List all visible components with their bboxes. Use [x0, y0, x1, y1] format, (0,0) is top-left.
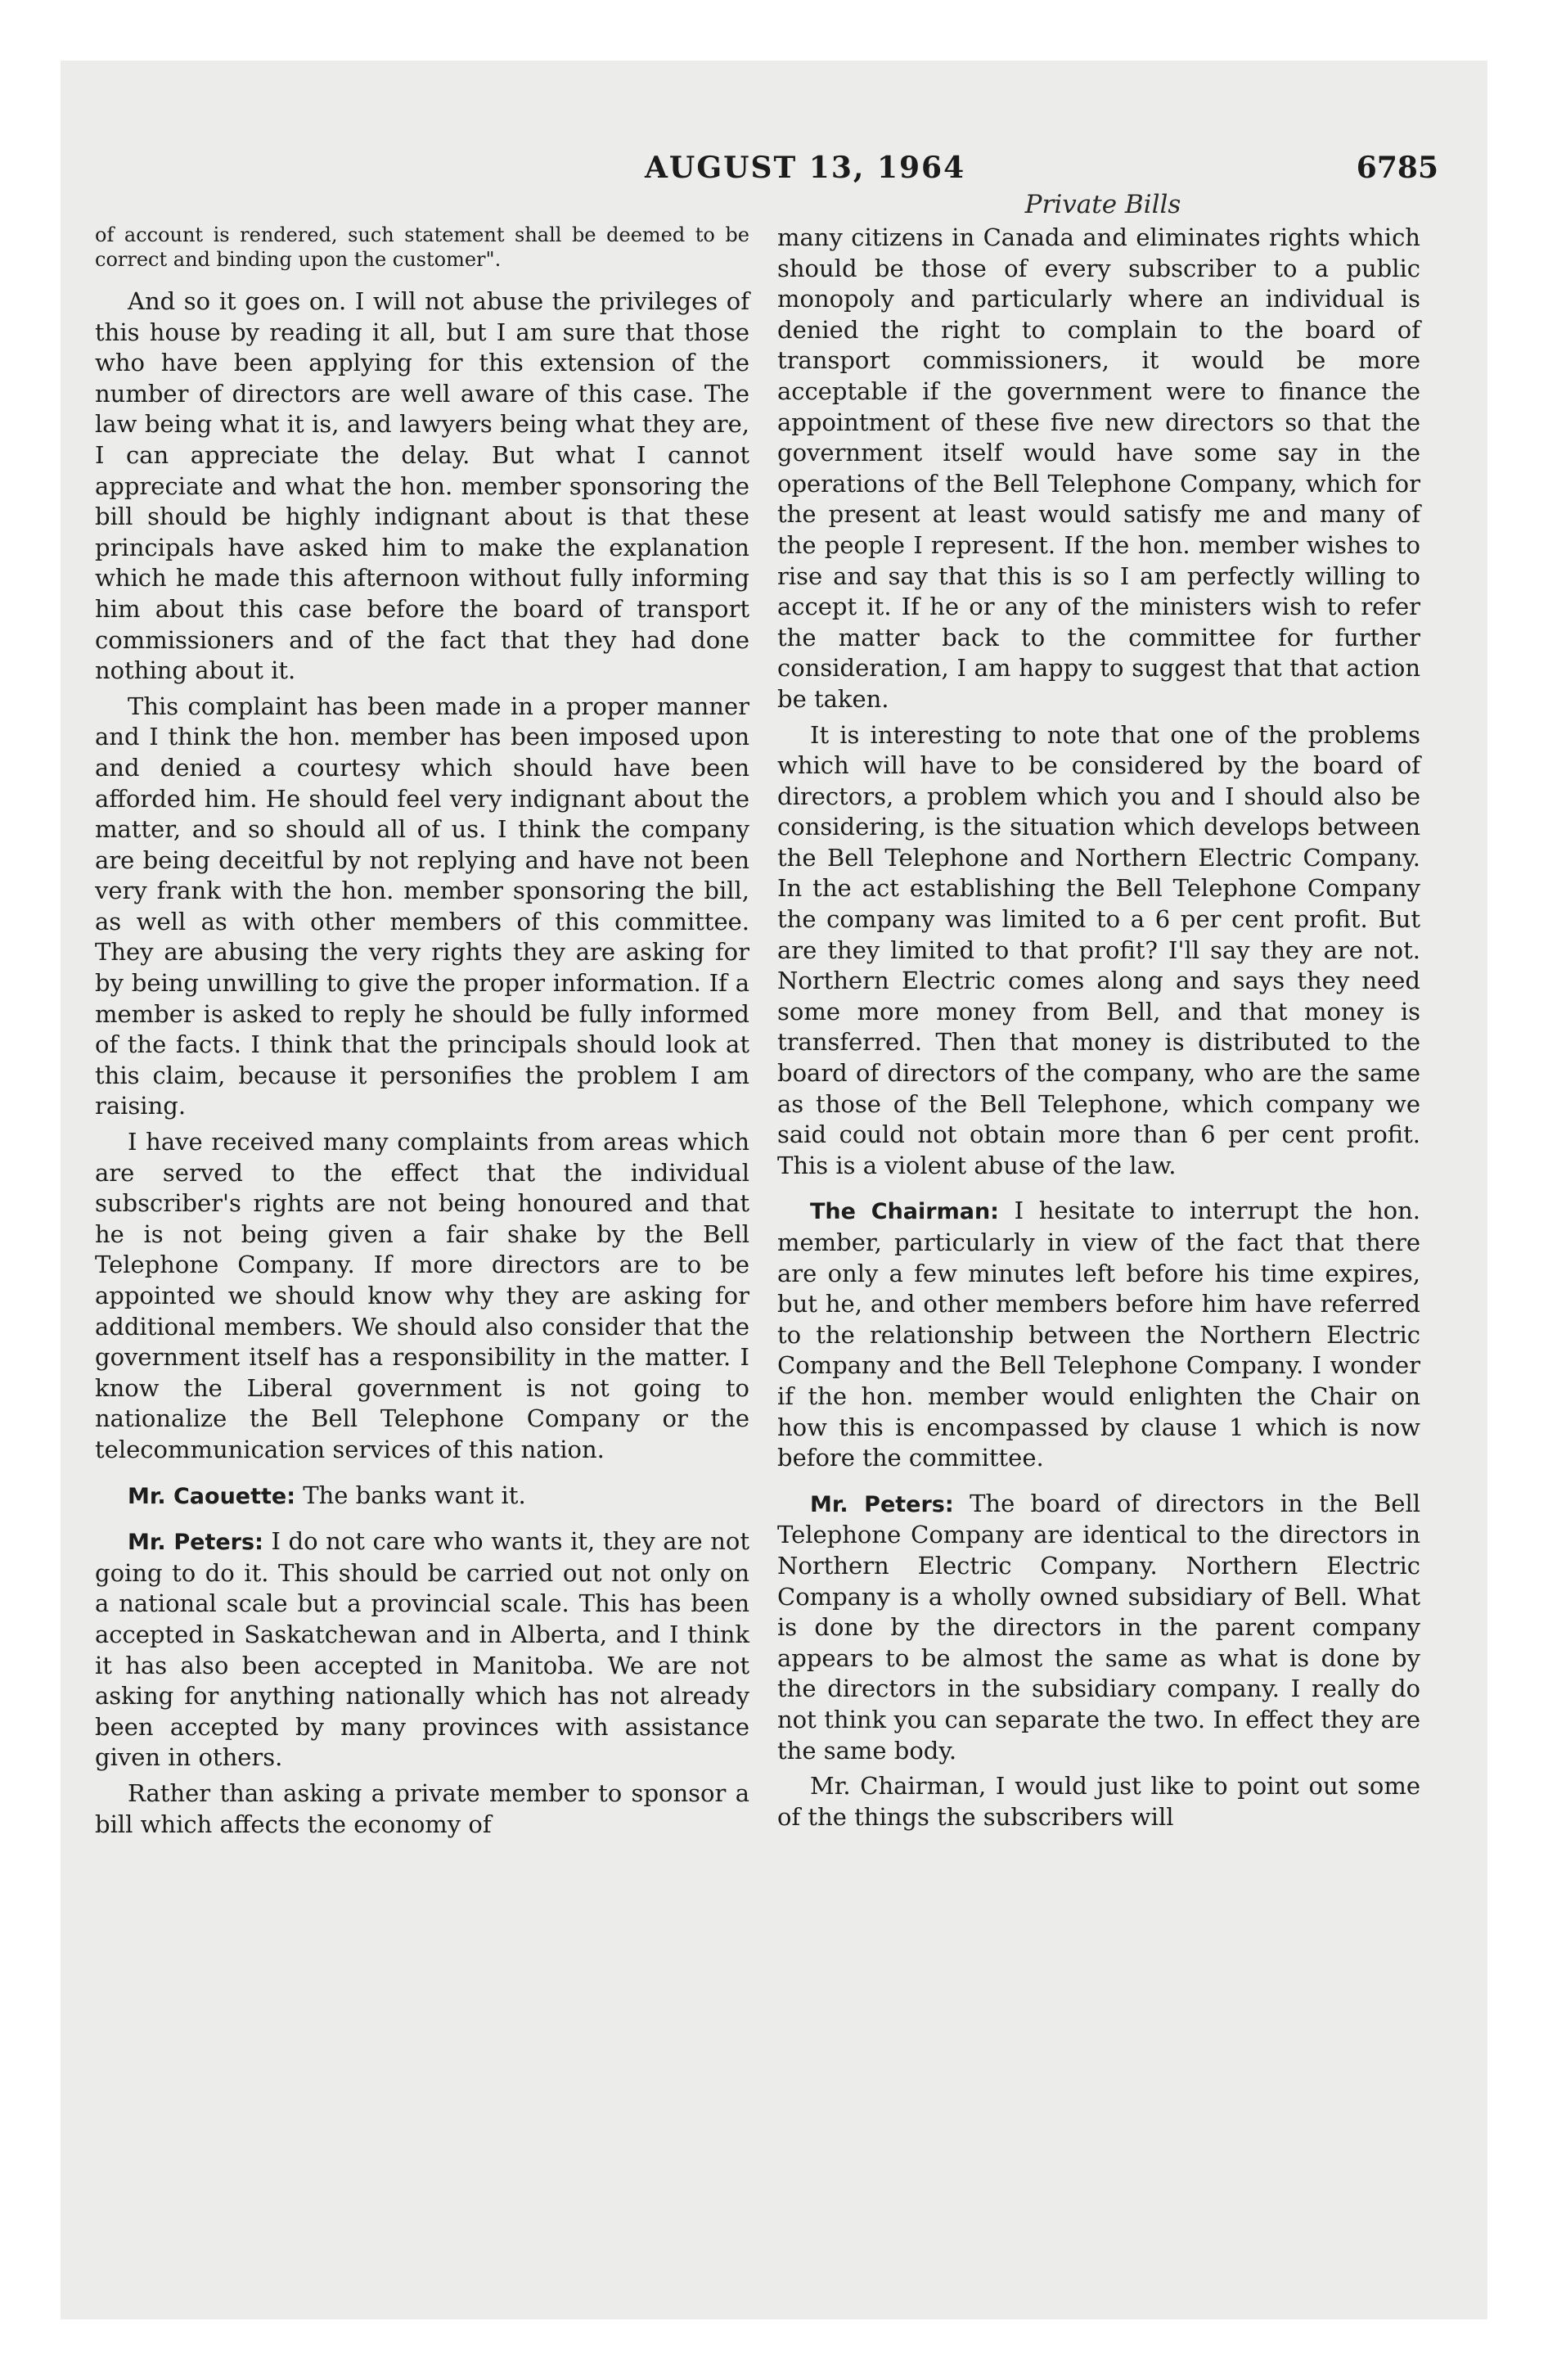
paragraph: many citizens in Canada and eliminates rights which should be those of every subscriber to a public monopoly and particularly where an individual is denied the right to complain to the board of transport commissioners, it would be more acceptable if the government were to finance the appointment of these five new directors so that the government itself would have some say in the operations of the Bell Telephone Company, which for the present at least would satisfy me and many of the people I represent. If the hon. member wishes to rise and say that this is so I am perfectly willing to accept it. If he or any of the ministers wish to refer the matter back to the committee for further consideration, I am happy to suggest that that action be taken. [777, 223, 1420, 713]
paragraph: This complaint has been made in a proper manner and I think the hon. member has been imposed upon and denied a courtesy which should have been afforded him. He should feel very indignant about the matter, and so should all of us. I think the company are being deceitful by not replying and have not been very frank with the hon. member sponsoring the bill, as well as with other members of this committee. They are abusing the very rights they are asking for by being unwilling to give the proper information. If a member is asked to reply he should be fully informed of the facts. I think that the principals should look at this claim, because it personifies the problem I am raising. [95, 692, 749, 1120]
speech-paragraph [95, 1526, 749, 1774]
speaker-name: Mr. Peters: [810, 1491, 954, 1517]
header-date: AUGUST 13, 1964 [645, 151, 966, 185]
speaker-name: Mr. Caouette: [128, 1483, 296, 1509]
speaker-name: Mr. Peters: [128, 1530, 263, 1556]
speaker-name: The Chairman: [810, 1199, 999, 1225]
paragraph: And so it goes on. I will not abuse the privileges of this house by reading it all, but I am sure that those who have been applying for this extension of the number of directors are well aware of this case. The law being what it is, and lawyers being what they are, I can appreciate the delay. But what I cannot appreciate and what the hon. member sponsoring the bill should be highly indignant about is that these principals have asked him to make the explanation which he made this afternoon without fully informing him about this case before the board of transport commissioners and of the fact that they had done nothing about it. [95, 287, 749, 685]
speech-paragraph [95, 1481, 749, 1512]
paragraph: Rather than asking a private member to sponsor a bill which affects the economy of [95, 1778, 749, 1838]
speech-text: The board of directors in the Bell Telephone Company are identical to the directors in Northern Electric Company. Northern Electric Company is a wholly owned subsidiary of Bell. What is done by the directors in the parent company appears to be almost the same as what is done by the directors in the subsidiary company. I really do not think you can separate the two. In effect they are the same body. [777, 1489, 1421, 1765]
paragraph: of account is rendered, such statement shall be deemed to be correct and binding upon the customer". [95, 223, 749, 271]
speech-text: I hesitate to interrupt the hon. member, particularly in view of the fact that there are only a few minutes left before his time expires, but he, and other members before him have referred to the relationship between the Northern Electric Company and the Bell Telephone Company. I wonder if the hon. member would enlighten the Chair on how this is encompassed by clause 1 which is now before the committee. [777, 1197, 1420, 1472]
section-title: Private Bills [1024, 190, 1181, 219]
paragraph: I have received many complaints from areas which are served to the effect that the individual subscriber's rights are not being honoured and that he is not being given a fair shake by the Bell Telephone Company. If more directors are to be appointed we should know why they are asking for additional members. We should also consider that the government itself has a responsibility in the matter. I know the Liberal government is not going to nationalize the Bell Telephone Company or the telecommunication services of this nation. [95, 1128, 749, 1463]
speech-text: The banks want it. [303, 1481, 526, 1509]
page-number: 6785 [1356, 151, 1438, 185]
speech-paragraph [777, 1489, 1420, 1766]
paragraph: It is interesting to note that one of the problems which will have to be considered by the board of directors, a problem which you and I should also be considering, is the situation which develops between the Bell Telephone and Northern Electric Company. In the act establishing the Bell Telephone Company the company was limited to a 6 per cent profit. But are they limited to that profit? I'll say they are not. Northern Electric comes along and says they need some more money from Bell, and that money is transferred. Then that money is distributed to the board of directors of the company, who are the same as those of the Bell Telephone, which company we said could not obtain more than 6 per cent profit. This is a violent abuse of the law. [777, 720, 1420, 1179]
speech-paragraph [777, 1196, 1420, 1473]
page-header [97, 151, 1438, 192]
paragraph: Mr. Chairman, I would just like to point out some of the things the subscribers will [777, 1772, 1420, 1831]
speech-text: I do not care who wants it, they are not going to do it. This should be carried out not only on a national scale but a provincial scale. This has been accepted in Saskatchewan and in Alberta, and I think it has also been accepted in Manitoba. We are not asking for anything nationally which has not already been accepted by many provinces with assistance given in others. [95, 1527, 749, 1772]
right-column [777, 223, 1420, 1837]
left-column [95, 223, 749, 1845]
